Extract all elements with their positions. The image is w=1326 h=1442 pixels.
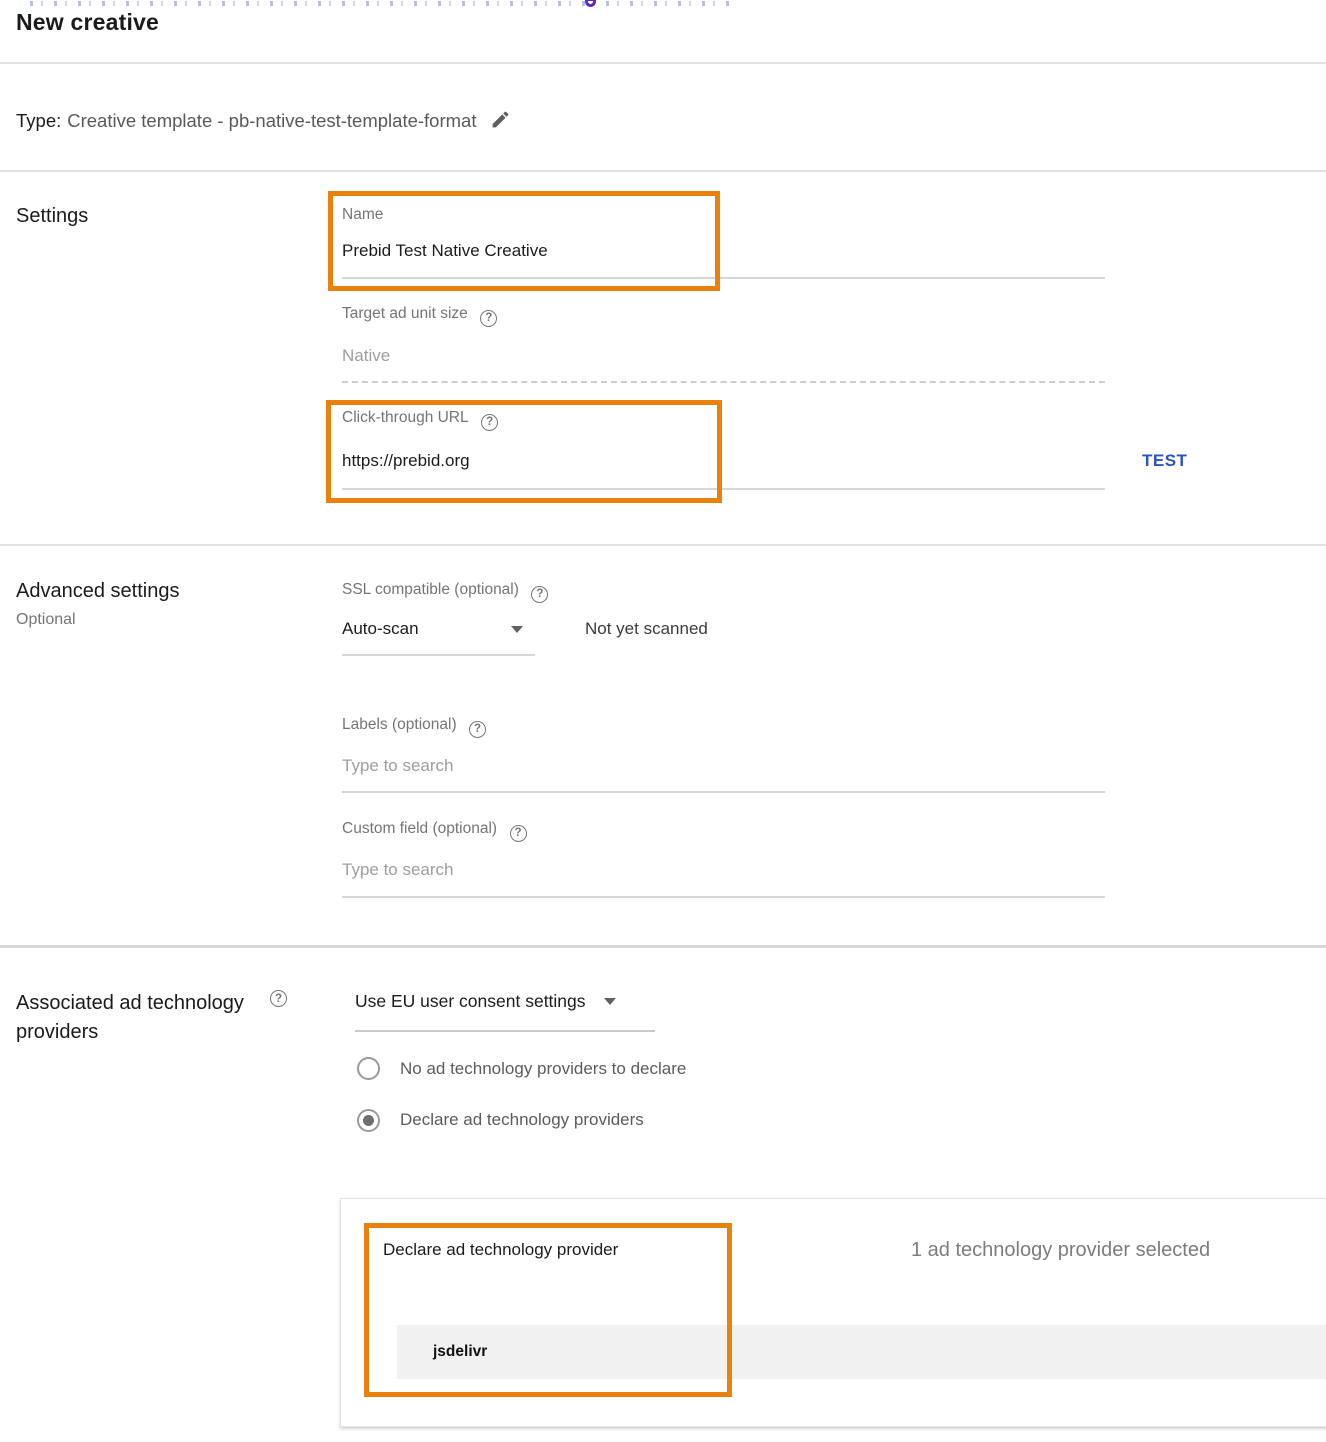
radio-no-providers-label[interactable]: No ad technology providers to declare: [400, 1059, 687, 1078]
click-through-url-underline: [342, 488, 1105, 490]
declare-provider-title: Declare ad technology provider: [383, 1240, 619, 1259]
custom-field-input-underline: [342, 896, 1105, 898]
radio-declare-providers[interactable]: [357, 1109, 380, 1132]
click-through-url-label: Click-through URL: [342, 409, 469, 426]
declare-providers-card: [340, 1198, 1326, 1427]
target-ad-unit-size-row: [342, 305, 497, 327]
edit-type-button[interactable]: [490, 113, 511, 134]
help-icon[interactable]: [510, 825, 527, 842]
target-ad-unit-size-value: Native: [342, 346, 391, 365]
radio-no-providers[interactable]: [357, 1057, 380, 1080]
page-title: New creative: [16, 9, 160, 35]
name-field-label: Name: [342, 206, 384, 223]
custom-field-search-input[interactable]: Type to search: [342, 860, 454, 879]
radio-dot: [363, 1115, 374, 1126]
creative-type-row: [16, 106, 511, 132]
divider: [0, 544, 1326, 546]
breadcrumb-clipped[interactable]: [30, 1, 735, 6]
help-icon[interactable]: [480, 310, 497, 327]
ssl-compatible-label: SSL compatible (optional): [342, 581, 519, 598]
help-icon[interactable]: [481, 414, 498, 431]
chevron-down-icon: [511, 626, 523, 633]
type-label: Type:: [16, 110, 62, 131]
click-through-url-input[interactable]: https://prebid.org: [342, 451, 470, 470]
labels-input-underline: [342, 791, 1105, 793]
divider: [0, 62, 1326, 64]
name-input[interactable]: Prebid Test Native Creative: [342, 241, 548, 260]
pencil-icon: [490, 109, 511, 130]
click-through-url-row: [342, 409, 498, 431]
custom-field-label: Custom field (optional): [342, 820, 498, 837]
help-icon[interactable]: [270, 990, 287, 1007]
type-value: Creative template - pb-native-test-template-format: [67, 110, 477, 131]
custom-field-row: [342, 820, 527, 842]
target-ad-unit-size-underline: [342, 381, 1105, 383]
name-input-underline: [342, 277, 1105, 279]
test-url-button[interactable]: TEST: [1142, 451, 1188, 470]
ssl-compatible-row: [342, 581, 548, 603]
help-icon[interactable]: [469, 721, 486, 738]
ssl-compatible-dropdown[interactable]: [342, 619, 535, 639]
ssl-compatible-value: Auto-scan: [342, 619, 419, 638]
chevron-down-icon: [604, 998, 616, 1005]
provider-selected-count: 1 ad technology provider selected: [911, 1239, 1211, 1261]
ssl-scan-status: Not yet scanned: [585, 619, 708, 638]
eu-consent-dropdown[interactable]: [355, 991, 616, 1012]
labels-search-input[interactable]: Type to search: [342, 756, 454, 775]
target-ad-unit-size-label: Target ad unit size: [342, 305, 468, 322]
eu-consent-dropdown-underline: [355, 1030, 655, 1032]
provider-name: jsdelivr: [433, 1343, 488, 1360]
ssl-dropdown-underline: [342, 654, 535, 656]
help-icon[interactable]: [531, 586, 548, 603]
labels-label: Labels (optional): [342, 716, 457, 733]
advanced-settings-section-label: Advanced settings: [16, 580, 180, 602]
eu-consent-dropdown-value: Use EU user consent settings: [355, 991, 586, 1011]
radio-declare-providers-label[interactable]: Declare ad technology providers: [400, 1110, 644, 1129]
divider: [0, 945, 1326, 948]
divider: [0, 170, 1326, 172]
labels-row: [342, 716, 486, 738]
provider-list-item[interactable]: [397, 1325, 1326, 1379]
providers-section-label: Associated ad technology providers: [16, 992, 244, 1043]
advanced-settings-optional-label: Optional: [16, 611, 76, 628]
settings-section-label: Settings: [16, 205, 89, 227]
